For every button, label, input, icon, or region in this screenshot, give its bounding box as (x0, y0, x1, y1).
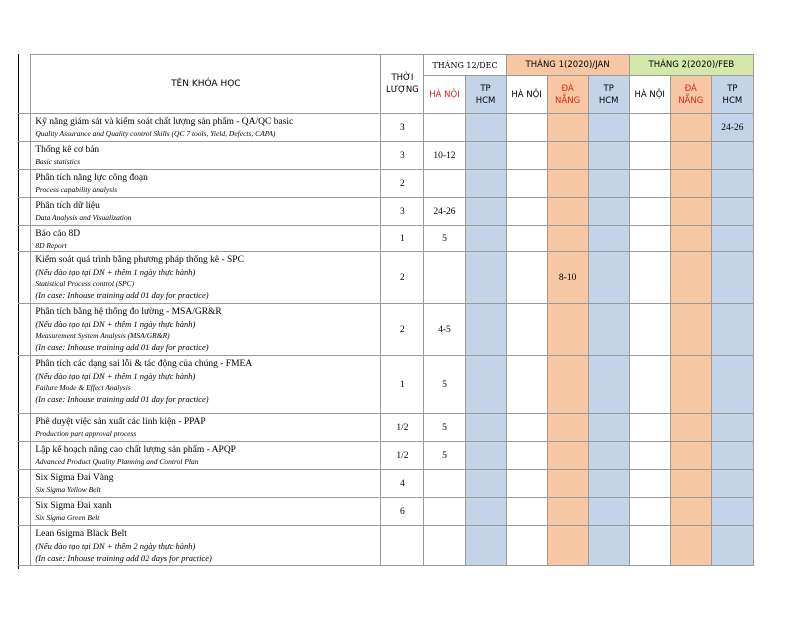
schedule-cell-feb-hn (629, 470, 670, 498)
schedule-cell-jan-hn (506, 198, 547, 226)
schedule-cell-feb-hcm (711, 252, 753, 304)
schedule-cell-dec-hn: 5 (424, 414, 465, 442)
course-title-en: Production part approval process (35, 429, 137, 438)
schedule-cell-feb-dn (670, 414, 711, 442)
course-title-vn: Six Sigma Đai xanh (35, 501, 112, 511)
schedule-cell-jan-hcm (588, 356, 629, 414)
table-row (19, 142, 754, 170)
schedule-cell-jan-hcm (588, 304, 629, 356)
schedule-cell-jan-hcm (588, 198, 629, 226)
duration-cell: 4 (381, 470, 424, 498)
schedule-cell-jan-hcm (588, 498, 629, 526)
course-note-en: (In case: Inhouse training add 01 day for practice) (35, 342, 209, 352)
schedule-cell-feb-hcm (711, 356, 753, 414)
blank-cell (19, 470, 31, 498)
month-feb-header: THÁNG 2(2020)/FEB (629, 55, 753, 76)
course-name-cell (31, 442, 381, 470)
schedule-cell-feb-hn (629, 442, 670, 470)
schedule-cell-jan-hn (506, 498, 547, 526)
table-row (19, 114, 754, 142)
course-title-vn: Phân tích dữ liệu (35, 201, 100, 211)
city-hanoi-feb: HÀ NỘI (629, 76, 670, 114)
schedule-cell-dec-hcm (465, 470, 506, 498)
blank-cell (19, 356, 31, 414)
schedule-cell-dec-hn (424, 114, 465, 142)
course-title-vn: Phê duyệt việc sản xuất các linh kiện - PPAP (35, 417, 206, 427)
schedule-cell-dec-hn: 5 (424, 442, 465, 470)
course-name-cell (31, 526, 381, 566)
schedule-cell-dec-hn: 5 (424, 356, 465, 414)
schedule-cell-jan-hn (506, 142, 547, 170)
schedule-cell-feb-hcm (711, 498, 753, 526)
schedule-cell-feb-dn (670, 442, 711, 470)
schedule-cell-jan-hn (506, 114, 547, 142)
schedule-cell-jan-hn (506, 170, 547, 198)
blank-cell (19, 498, 31, 526)
city-hcm-jan: TP HCM (588, 76, 629, 114)
course-name-cell (31, 470, 381, 498)
schedule-cell-dec-hn: 10-12 (424, 142, 465, 170)
schedule-cell-dec-hcm (465, 114, 506, 142)
course-name-cell (31, 114, 381, 142)
table-row (19, 526, 754, 566)
schedule-cell-jan-hcm (588, 226, 629, 252)
course-name-cell (31, 304, 381, 356)
schedule-cell-jan-hn (506, 442, 547, 470)
schedule-cell-feb-hcm (711, 414, 753, 442)
schedule-cell-feb-dn (670, 170, 711, 198)
blank-cell (19, 304, 31, 356)
blank-cell (19, 252, 31, 304)
course-title-vn: Phân tích năng lực công đoạn (35, 173, 148, 183)
table-row (19, 498, 754, 526)
schedule-cell-jan-dn (547, 470, 588, 498)
course-title-vn: Phân tích các dạng sai lỗi & tác động của chúng - FMEA (35, 359, 253, 369)
schedule-cell-feb-hcm (711, 442, 753, 470)
table-row (19, 356, 754, 414)
duration-cell: 1/2 (381, 414, 424, 442)
schedule-cell-feb-hn (629, 142, 670, 170)
duration-cell: 1 (381, 356, 424, 414)
table-row (19, 442, 754, 470)
schedule-cell-feb-hcm (711, 198, 753, 226)
schedule-cell-dec-hcm (465, 356, 506, 414)
schedule-cell-feb-dn (670, 226, 711, 252)
schedule-cell-feb-hn (629, 226, 670, 252)
schedule-cell-feb-dn (670, 498, 711, 526)
schedule-cell-jan-dn (547, 356, 588, 414)
city-danang-jan: ĐÀ NẴNG (547, 76, 588, 114)
duration-cell: 2 (381, 252, 424, 304)
course-title-vn: Lập kế hoạch nâng cao chất lượng sản phẩm - APQP (35, 445, 236, 455)
city-hcm-feb: TP HCM (711, 76, 753, 114)
duration-header (381, 55, 424, 114)
course-name-cell (31, 198, 381, 226)
schedule-cell-dec-hn (424, 498, 465, 526)
schedule-cell-dec-hcm (465, 198, 506, 226)
blank-cell (19, 55, 31, 76)
schedule-cell-jan-dn (547, 498, 588, 526)
course-title-en: Advanced Product Quality Planning and Control Plan (35, 457, 199, 466)
schedule-cell-jan-dn (547, 526, 588, 566)
schedule-cell-feb-hcm (711, 226, 753, 252)
course-title-vn: Six Sigma Đai Vàng (35, 473, 114, 483)
schedule-cell-feb-dn (670, 142, 711, 170)
course-name-cell (31, 142, 381, 170)
city-hcm-dec: TP HCM (465, 76, 506, 114)
schedule-cell-feb-hn (629, 414, 670, 442)
schedule-cell-dec-hcm (465, 226, 506, 252)
schedule-cell-jan-hcm (588, 470, 629, 498)
schedule-cell-feb-hcm: 24-26 (711, 114, 753, 142)
city-danang-feb: ĐÀ NẴNG (670, 76, 711, 114)
course-note-vn: (Nếu đào tạo tại DN + thêm 1 ngày thực hành) (35, 371, 196, 381)
schedule-cell-feb-hn (629, 170, 670, 198)
course-title-vn: Lean 6sigma Black Belt (35, 529, 127, 539)
course-title-vn: Thống kê cơ bản (35, 145, 100, 155)
schedule-cell-jan-hcm (588, 526, 629, 566)
schedule-cell-feb-hcm (711, 526, 753, 566)
schedule-cell-jan-hn (506, 252, 547, 304)
duration-header-line1: THỜI (391, 73, 414, 83)
course-note-en: (In case: Inhouse training add 01 day for practice) (35, 290, 209, 300)
schedule-cell-jan-hn (506, 414, 547, 442)
blank-cell (19, 442, 31, 470)
schedule-cell-feb-dn (670, 526, 711, 566)
schedule-cell-jan-hcm (588, 142, 629, 170)
schedule-cell-feb-hcm (711, 170, 753, 198)
course-title-en: Six Sigma Green Belt (35, 513, 100, 522)
duration-cell: 2 (381, 304, 424, 356)
schedule-cell-jan-hn (506, 356, 547, 414)
course-title-en: Quality Assurance and Quality control Skills (QC 7 tools, Yield, Defects, CAPA) (35, 129, 276, 138)
duration-cell (381, 526, 424, 566)
schedule-cell-feb-hn (629, 198, 670, 226)
schedule-cell-feb-hcm (711, 470, 753, 498)
table-row (19, 198, 754, 226)
course-note-vn: (Nếu đào tạo tại DN + thêm 1 ngày thực hành) (35, 319, 196, 329)
schedule-cell-feb-hn (629, 114, 670, 142)
schedule-cell-feb-dn (670, 304, 711, 356)
schedule-cell-jan-dn (547, 198, 588, 226)
blank-cell (19, 76, 31, 114)
city-hanoi-jan: HÀ NỘI (506, 76, 547, 114)
schedule-cell-jan-hn (506, 226, 547, 252)
course-title-en: Data Analysis and Visualization (35, 213, 132, 222)
schedule-cell-jan-dn (547, 142, 588, 170)
course-title-en: 8D Report (35, 241, 67, 250)
course-title-en: Six Sigma Yellow Belt (35, 485, 101, 494)
schedule-cell-jan-hcm (588, 252, 629, 304)
duration-cell: 6 (381, 498, 424, 526)
schedule-cell-feb-hcm (711, 142, 753, 170)
table-row (19, 414, 754, 442)
duration-header-line2: LƯỢNG (386, 85, 419, 95)
table-row (19, 226, 754, 252)
course-note-vn: (Nếu đào tạo tại DN + thêm 1 ngày thực hành) (35, 267, 196, 277)
course-name-cell (31, 356, 381, 414)
schedule-cell-jan-dn (547, 442, 588, 470)
schedule-cell-dec-hcm (465, 170, 506, 198)
table-row (19, 170, 754, 198)
schedule-cell-jan-hcm (588, 442, 629, 470)
schedule-cell-feb-hcm (711, 304, 753, 356)
table-row (19, 470, 754, 498)
schedule-cell-feb-hn (629, 304, 670, 356)
schedule-cell-jan-dn (547, 304, 588, 356)
course-name-cell (31, 414, 381, 442)
blank-cell (19, 226, 31, 252)
schedule-cell-dec-hn (424, 526, 465, 566)
schedule-cell-jan-dn (547, 414, 588, 442)
duration-cell: 1/2 (381, 442, 424, 470)
schedule-cell-dec-hcm (465, 442, 506, 470)
course-title-vn: Kiểm soát quá trình bằng phương pháp thống kê - SPC (35, 255, 244, 265)
course-title-en: Measurement System Analysis (MSA/GR&R) (35, 331, 170, 340)
schedule-cell-feb-dn (670, 470, 711, 498)
duration-cell: 1 (381, 226, 424, 252)
course-name-cell (31, 170, 381, 198)
blank-cell (19, 114, 31, 142)
schedule-cell-feb-hn (629, 252, 670, 304)
schedule-cell-dec-hcm (465, 252, 506, 304)
schedule-cell-jan-hn (506, 470, 547, 498)
schedule-cell-jan-hcm (588, 114, 629, 142)
schedule-cell-dec-hn (424, 170, 465, 198)
schedule-cell-feb-dn (670, 252, 711, 304)
course-header: TÊN KHÓA HỌC (31, 55, 381, 114)
schedule-cell-dec-hn: 24-26 (424, 198, 465, 226)
schedule-cell-jan-dn (547, 226, 588, 252)
schedule-cell-jan-dn: 8-10 (547, 252, 588, 304)
blank-cell (19, 142, 31, 170)
course-title-en: Failure Mode & Effect Analysis (35, 383, 131, 392)
schedule-cell-feb-dn (670, 198, 711, 226)
schedule-cell-jan-hn (506, 304, 547, 356)
course-title-vn: Phân tích bằng hệ thống đo lường - MSA/GR&R (35, 307, 222, 317)
blank-cell (19, 170, 31, 198)
schedule-cell-jan-hcm (588, 414, 629, 442)
schedule-cell-dec-hn: 4-5 (424, 304, 465, 356)
schedule-cell-jan-dn (547, 170, 588, 198)
course-note-vn: (Nếu đào tạo tại DN + thêm 2 ngày thực hành) (35, 541, 196, 551)
schedule-cell-feb-hn (629, 356, 670, 414)
schedule-cell-feb-dn (670, 114, 711, 142)
month-jan-header: THÁNG 1(2020)/JAN (506, 55, 629, 76)
schedule-cell-feb-hn (629, 526, 670, 566)
schedule-cell-dec-hn (424, 252, 465, 304)
schedule-cell-dec-hcm (465, 498, 506, 526)
schedule-cell-dec-hcm (465, 526, 506, 566)
duration-cell: 3 (381, 198, 424, 226)
duration-cell: 3 (381, 114, 424, 142)
blank-cell (19, 414, 31, 442)
course-note-en: (In case: Inhouse training add 01 day for practice) (35, 394, 209, 404)
course-name-cell (31, 252, 381, 304)
table-row (19, 252, 754, 304)
schedule-cell-feb-dn (670, 356, 711, 414)
table-row (19, 304, 754, 356)
course-name-cell (31, 498, 381, 526)
schedule-cell-jan-hn (506, 526, 547, 566)
course-title-en: Process capability analysis (35, 185, 118, 194)
schedule-cell-dec-hn (424, 470, 465, 498)
course-note-en: (In case: Inhouse training add 02 days for practice) (35, 553, 212, 563)
city-hanoi-dec: HÀ NỘI (424, 76, 465, 114)
duration-cell: 2 (381, 170, 424, 198)
schedule-cell-jan-hcm (588, 170, 629, 198)
training-schedule-table (18, 54, 754, 566)
course-title-vn: Báo cáo 8D (35, 229, 81, 239)
schedule-cell-dec-hcm (465, 414, 506, 442)
schedule-cell-feb-hn (629, 498, 670, 526)
course-title-vn: Kỹ năng giám sát và kiểm soát chất lượng sản phẩm - QA/QC basic (35, 117, 294, 127)
month-dec-header: THÁNG 12/DEC (424, 55, 506, 76)
schedule-cell-dec-hcm (465, 304, 506, 356)
blank-cell (19, 526, 31, 566)
schedule-cell-jan-dn (547, 114, 588, 142)
schedule-cell-dec-hn: 5 (424, 226, 465, 252)
schedule-cell-dec-hcm (465, 142, 506, 170)
course-name-cell (31, 226, 381, 252)
blank-cell (19, 198, 31, 226)
course-title-en: Basic statistics (35, 157, 81, 166)
duration-cell: 3 (381, 142, 424, 170)
course-title-en: Statistical Process control (SPC) (35, 279, 135, 288)
